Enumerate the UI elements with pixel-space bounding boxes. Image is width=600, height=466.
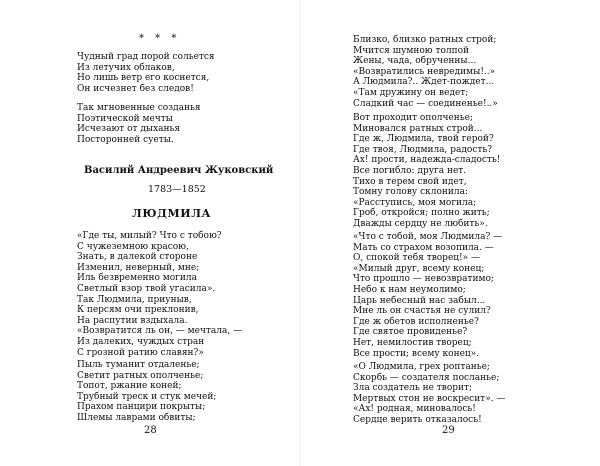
- verse-line: Посторонней суеты.: [77, 134, 174, 145]
- poem-stanza-3: [353, 35, 498, 109]
- verse-line: Топот, ржание коней;: [77, 381, 182, 392]
- verse-line: Сладкий час — соединенье!..»: [353, 98, 498, 109]
- verse-line: Где ж обетов исполненье?: [353, 316, 479, 327]
- verse-line: Так мгновенные созданья: [77, 103, 201, 113]
- page-number: 28: [144, 425, 157, 436]
- verse-line: «Ах! родная, миновалось!: [353, 404, 476, 415]
- verse-line: На распутии вздыхала.: [77, 315, 188, 326]
- verse-line: «Там дружину он ведет;: [353, 87, 469, 98]
- verse-line: Близко, близко ратных строй;: [353, 35, 497, 45]
- verse-line: Трубный треск и стук мечей;: [77, 391, 217, 402]
- verse-line: Миновался ратных строй...: [353, 123, 483, 134]
- verse-line: «Где ты, милый? Что с тобою?: [77, 231, 222, 241]
- verse-line: Все прости; всему конец».: [353, 348, 480, 359]
- verse-line: «Что с тобой, моя Людмила? —: [353, 232, 503, 242]
- poem-stanza-6: [353, 362, 505, 426]
- verse-line: Светлый взор твой угасила».: [77, 283, 216, 294]
- verse-line: Мать со страхом возопила. —: [353, 242, 494, 253]
- verse-line: Все погибло: друга нет.: [353, 165, 467, 176]
- poem-stanza-1: [77, 231, 242, 358]
- author-years: 1783—1852: [148, 184, 206, 195]
- verse-line: Сердце верить отказалось!: [353, 414, 482, 425]
- poem-stanza-5: [353, 232, 502, 359]
- verse-line: Мне ль он счастья не сулил?: [353, 306, 491, 317]
- verse-line: Из летучих облаков,: [77, 62, 175, 73]
- verse-line: Исчезают от дыханья: [77, 124, 181, 135]
- verse-line: Так Людмила, приуныв,: [77, 294, 192, 305]
- page-number: 29: [442, 425, 455, 436]
- verse-line: Небо к нам неумолимо;: [353, 284, 466, 295]
- verse-line: Знать, в далекой стороне: [77, 252, 198, 263]
- verse-line: Нет, немилостив творец;: [353, 337, 472, 348]
- verse-line: «Возвратились невредимы!..»: [353, 66, 496, 77]
- verse-line: А Людмила?.. Ждет-пождет...: [353, 77, 495, 88]
- verse-line: Ах! прости, надежда-сладость!: [353, 155, 501, 166]
- epigraph-stanza-2: [77, 103, 201, 145]
- verse-line: Светит ратных ополченье;: [77, 370, 204, 381]
- verse-line: Пыль туманит отдаленье;: [77, 360, 200, 370]
- verse-line: Что прошло — невозвратимо;: [353, 274, 494, 285]
- verse-line: Мертвых стон не воскресит». —: [353, 393, 506, 404]
- verse-line: К персям очи преклонив,: [77, 305, 199, 316]
- section-ornament: * * *: [139, 33, 181, 44]
- verse-line: Тихо в терем свой идет,: [353, 176, 467, 187]
- verse-line: Царь небесный нас забыл...: [353, 295, 486, 306]
- verse-line: О, спокой тебя творец!» —: [353, 253, 481, 264]
- verse-line: Он исчезнет без следов!: [77, 83, 194, 94]
- epigraph-stanza-1: [77, 52, 215, 94]
- verse-line: Жены, чада, обрученны...: [353, 56, 477, 67]
- author-name: Василий Андреевич Жуковский: [84, 165, 274, 176]
- verse-line: Иль безвременно могила: [77, 273, 197, 284]
- verse-line: Томну голову склонила:: [353, 187, 468, 198]
- verse-line: «Милый друг, всему конец;: [353, 263, 485, 274]
- verse-line: Мчится шумною толпой: [353, 45, 470, 56]
- verse-line: Чудный град порой сольется: [77, 52, 215, 62]
- verse-line: Прахом панцири покрыты;: [77, 402, 206, 413]
- verse-line: С грозной ратию славян?»: [77, 347, 204, 358]
- verse-line: Поэтической мечты: [77, 113, 173, 124]
- verse-line: Вот проходит ополченье;: [353, 113, 474, 123]
- verse-line: Но лишь ветр его коснется,: [77, 73, 210, 84]
- verse-line: Где святое провиденье?: [353, 327, 468, 338]
- poem-title: ЛЮДМИЛА: [132, 207, 212, 220]
- verse-line: «Расступись, моя могила;: [353, 197, 477, 208]
- verse-line: Зла создатель не творит;: [353, 383, 473, 394]
- verse-line: Где твоя, Людмила, радость?: [353, 144, 493, 155]
- right-page: [300, 0, 600, 466]
- verse-line: Гроб, откройся; полно жить;: [353, 208, 490, 219]
- poem-stanza-2: [77, 360, 216, 424]
- verse-line: Изменил, неверный, мне;: [77, 262, 200, 273]
- verse-line: Из далеких, чуждых стран: [77, 336, 205, 347]
- verse-line: Шлемы лаврами обвиты;: [77, 412, 196, 423]
- verse-line: «Возвратится ль он, — мечтала, —: [77, 326, 243, 337]
- verse-line: С чужеземною красою,: [77, 241, 189, 252]
- poem-stanza-4: [353, 113, 500, 230]
- verse-line: «О Людмила, грех роптанье;: [353, 362, 490, 372]
- verse-line: Где ж, Людмила, твой герой?: [353, 134, 494, 145]
- verse-line: Скорбь — создателя посланье;: [353, 372, 500, 383]
- verse-line: Дважды сердцу не любить».: [353, 218, 488, 229]
